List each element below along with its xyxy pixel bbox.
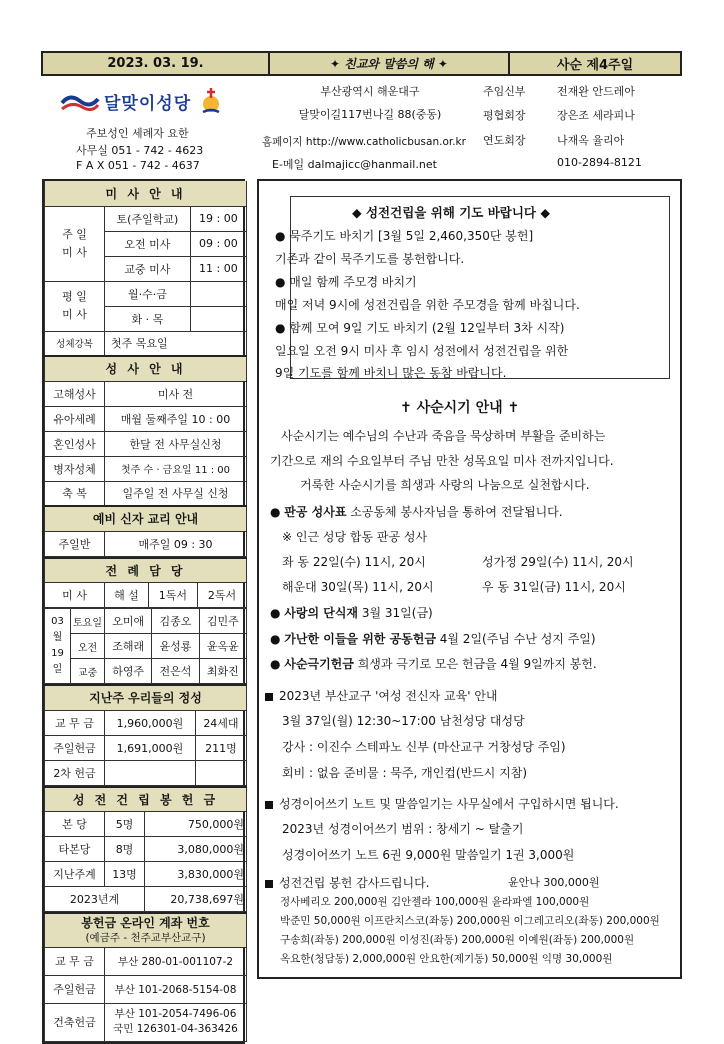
thanks-title: 성전건립 봉헌 감사드립니다. (279, 876, 430, 890)
weekday-mass-days: 화 · 목 (105, 306, 191, 331)
mass-table (44, 181, 247, 557)
offering-extra: 211명 (195, 735, 246, 760)
lent-intro-line: 거룩한 사순시기를 희생과 사랑의 나눔으로 실천합시다. (300, 478, 590, 492)
sunday-mass-name: 교중 미사 (105, 256, 191, 281)
building-fund-table (44, 786, 247, 913)
fund-amount: 750,000원 (145, 812, 247, 837)
liturgy-date: 03월 19일 (45, 609, 71, 684)
judgment-title: 판공 성사표 (284, 505, 347, 519)
fund-label: 타본당 (45, 837, 105, 862)
prayer-title: ◆ 성전건립을 위해 기도 바랍니다 ◆ (352, 205, 550, 220)
poor-offering-title: 가난한 이들을 위한 공동헌금 (284, 632, 436, 646)
prayer-line: 매일 저녁 9시에 성전건립을 위한 주모경을 함께 바칩니다. (275, 298, 580, 312)
edu-line: 회비 : 없음 준비물 : 묵주, 개인컵(반드시 지참) (282, 766, 528, 780)
prayer-line: 일요일 오전 9시 미사 후 임시 성전에서 성전건립을 위한 (275, 344, 569, 358)
pastor-name: 전재완 안드레아 (557, 85, 635, 98)
thanks-line: 구송희(좌동) 200,000원 이성진(좌동) 200,000원 이예원(좌동) 200,000원 (280, 934, 635, 946)
offering-extra (195, 760, 246, 785)
liturgy-reader-1: 윤성룡 (152, 634, 199, 659)
account-label: 주일헌금 (45, 975, 105, 1003)
offering-amount: 1,960,000원 (105, 710, 196, 735)
bible-line: 성경이어쓰기 노트 6권 9,000원 말씀일기 1권 3,000원 (282, 848, 575, 862)
holy-hour-value: 첫주 목요일 (105, 331, 247, 356)
poor-offering-item: ● 가난한 이들을 위한 공동헌금 4월 2일(주님 수난 성지 주일) (270, 632, 596, 646)
liturgy-title: 전 례 담 당 (45, 558, 247, 583)
judgment-schedule: 우 동 31일(금) 11시, 20시 (482, 580, 626, 594)
weekday-mass-time (190, 281, 246, 306)
sacrament-value: 첫주 수 · 금요일 11 : 00 (105, 456, 247, 481)
offering-label: 주일헌금 (45, 735, 105, 760)
prayer-line: ● 묵주기도 바치기 [3월 5일 2,460,350단 봉헌] (275, 229, 534, 243)
judgment-schedule: 좌 동 22일(수) 11시, 20시 (282, 555, 426, 569)
liturgy-commentator: 조해래 (105, 634, 152, 659)
address-line-1: 부산광역시 해운대구 (320, 85, 420, 98)
fax-number: F A X 051 - 742 - 4637 (76, 159, 200, 172)
address-line-2: 달맞이길117번나길 88(중동) (298, 108, 442, 121)
sacrament-value: 미사 전 (105, 381, 247, 406)
thanks-line: 박준민 50,000원 이프란치스코(좌동) 200,000원 이그레고리오(좌동) 200,000원 (280, 915, 660, 927)
fund-total: 20,738,697원 (145, 887, 247, 912)
account-number (105, 1003, 247, 1041)
prayer-name: 나재옥 율리아 (557, 134, 625, 147)
fund-amount: 3,830,000원 (145, 862, 247, 887)
offering-label: 교 무 금 (45, 710, 105, 735)
fund-amount: 3,080,000원 (145, 837, 247, 862)
edu-line: 강사 : 이진수 스테파노 신부 (마산교구 거창성당 주임) (282, 740, 566, 754)
liturgy-reader-2: 최화진 (199, 659, 246, 684)
sunday-mass-time: 09 : 00 (190, 231, 246, 256)
judgment-schedule: 성가정 29일(수) 11시, 20시 (482, 555, 634, 569)
council-name: 장은조 세라피나 (557, 109, 635, 122)
sunday-mass-name: 오전 미사 (105, 231, 191, 256)
sacrament-value: 매월 둘째주일 10 : 00 (105, 406, 247, 431)
sunday-mass-label: 주 일 미 사 (45, 206, 105, 281)
fund-label: 지난주계 (45, 862, 105, 887)
sacrifice-text: 희생과 극기로 모은 헌금을 4월 9일까지 봉헌. (357, 657, 597, 671)
account-label: 교 무 금 (45, 947, 105, 975)
square-bullet-icon (265, 880, 273, 888)
accounts-table (44, 912, 247, 1042)
liturgy-mass: 오전 (71, 634, 105, 659)
top-bar (41, 51, 682, 76)
prayer-line: 기존과 같이 묵주기도를 봉헌합니다. (275, 252, 465, 266)
lent-title: ✝ 사순시기 안내 ✝ (400, 400, 520, 416)
building-fund-title: 성 전 건 립 봉 헌 금 (45, 787, 247, 812)
office-phone: 사무실 051 - 742 - 4623 (76, 144, 204, 157)
edu-title: 2023년 부산교구 '여성 전신자 교육' 안내 (279, 689, 498, 703)
prayer-line: ● 매일 함께 주모경 바치기 (275, 275, 417, 289)
sacrifice-item: ● 사순극기헌금 희생과 극기로 모은 헌금을 4월 9일까지 봉헌. (270, 657, 597, 671)
sacrament-label: 축 복 (45, 481, 105, 506)
contact-phone: 010-2894-8121 (557, 156, 642, 169)
thanks-line: 옥요한(청담동) 2,000,000원 안요한(제기동) 50,000원 익명 30,000원 (280, 953, 613, 965)
bulletin-date: 2023. 03. 19. (43, 53, 270, 74)
logo-wave-icon (60, 89, 100, 113)
catechumen-value: 매주일 09 : 30 (105, 531, 247, 556)
email-address[interactable]: E-메일 dalmajicc@hanmail.net (272, 158, 437, 171)
sacrifice-title: 사순극기헌금 (284, 657, 354, 671)
account-label: 건축헌금 (45, 1003, 105, 1041)
left-info-column (42, 179, 245, 1044)
account-number: 부산 101-2068-5154-08 (105, 975, 247, 1003)
sacrament-label: 고해성사 (45, 381, 105, 406)
logo-cross-icon (199, 86, 223, 116)
liturgy-rows (44, 608, 247, 684)
bible-line: 2023년 성경이어쓰기 범위 : 창세기 ~ 탈출기 (282, 822, 524, 836)
fund-total-label: 2023년계 (45, 887, 145, 912)
liturgy-commentator: 하영주 (105, 659, 152, 684)
fund-label: 본 당 (45, 812, 105, 837)
prayer-role: 연도회장 (483, 134, 526, 147)
liturgy-mass: 교중 (71, 659, 105, 684)
year-theme: ✦ 친교와 말씀의 해 ✦ (270, 53, 510, 74)
fasting-text: 3월 31일(금) (361, 606, 433, 620)
sacrament-value: 일주일 전 사무실 신청 (105, 481, 247, 506)
bible-title: 성경이어쓰기 노트 및 말씀일기는 사무실에서 구입하시면 됩니다. (279, 797, 619, 811)
holy-hour-label: 성체강복 (45, 331, 105, 356)
liturgy-reader-2: 김민주 (199, 609, 246, 634)
lent-intro-line: 사순시기는 예수님의 수난과 죽음을 묵상하며 부활을 준비하는 (281, 429, 606, 443)
edu-line: 3월 37일(월) 12:30~17:00 남천성당 대성당 (282, 714, 525, 728)
sacrament-value: 한달 전 사무실신청 (105, 431, 247, 456)
liturgy-reader-2: 윤옥윤 (199, 634, 246, 659)
fund-count: 5명 (105, 812, 145, 837)
thanks-donor: 윤안나 300,000원 (508, 876, 600, 889)
liturgy-table (44, 557, 247, 609)
offering-amount: 1,691,000원 (105, 735, 196, 760)
mass-title: 미 사 안 내 (45, 181, 247, 206)
square-bullet-icon (265, 693, 273, 701)
lent-intro-line: 기간으로 재의 수요일부터 주님 만찬 성목요일 미사 전까지입니다. (270, 454, 614, 468)
liturgy-reader-1: 김종오 (152, 609, 199, 634)
sacrament-label: 유아세례 (45, 406, 105, 431)
edu-notice (265, 687, 498, 704)
liturgy-header: 해 설 (105, 583, 149, 608)
offering-table (44, 684, 247, 786)
judgment-item: ● 판공 성사표 소공동체 봉사자님을 통하여 전달됩니다. (270, 505, 563, 519)
sacrament-label: 혼인성사 (45, 431, 105, 456)
sunday-mass-time: 19 : 00 (190, 206, 246, 231)
patron-saint: 주보성인 세례자 요한 (86, 127, 189, 140)
liturgical-sunday: 사순 제4주일 (556, 58, 634, 73)
judgment-schedule: 해운대 30일(목) 11시, 20시 (282, 580, 434, 594)
bible-notice (265, 795, 619, 812)
pastor-role: 주임신부 (483, 85, 526, 98)
judgment-note: ※ 인근 성당 합동 판공 성사 (282, 530, 428, 544)
homepage-link[interactable]: 홈페이지 http://www.catholicbusan.or.kr (262, 136, 466, 148)
weekday-mass-days: 월·수·금 (105, 281, 191, 306)
fund-count: 13명 (105, 862, 145, 887)
account-number-busan: 부산 101-2054-7496-06 (114, 1008, 237, 1020)
liturgy-commentator: 오미애 (105, 609, 152, 634)
offering-title: 지난주 우리들의 정성 (45, 685, 247, 710)
fasting-title: 사랑의 단식재 (284, 606, 359, 620)
liturgy-header: 미 사 (45, 583, 105, 608)
square-bullet-icon (265, 801, 273, 809)
liturgy-header: 1독서 (148, 583, 197, 608)
poor-offering-text: 4월 2일(주님 수난 성지 주일) (439, 632, 596, 646)
thanks-notice (265, 874, 430, 891)
fund-count: 8명 (105, 837, 145, 862)
offering-amount (105, 760, 196, 785)
liturgy-mass: 토요일 (71, 609, 105, 634)
council-role: 평협회장 (483, 109, 526, 122)
judgment-text: 소공동체 봉사자님을 통하여 전달됩니다. (350, 505, 563, 519)
sacrament-label: 병자성체 (45, 456, 105, 481)
catechumen-title: 예비 신자 교리 안내 (45, 506, 247, 531)
accounts-subtitle: (예금주 - 천주교부산교구) (85, 931, 206, 944)
fasting-item: ● 사랑의 단식재 3월 31일(금) (270, 606, 433, 620)
prayer-line: ● 함께 모여 9일 기도 바치기 (2월 12일부터 3차 시작) (275, 321, 565, 335)
liturgy-header: 2독서 (197, 583, 246, 608)
weekday-mass-time (190, 306, 246, 331)
thanks-line: 정사베리오 200,000원 김안젤라 100,000원 윤라파엘 100,000원 (280, 896, 590, 908)
account-number: 부산 280-01-001107-2 (105, 947, 247, 975)
catechumen-label: 주일반 (45, 531, 105, 556)
weekday-mass-label: 평 일 미 사 (45, 281, 105, 331)
accounts-title (45, 913, 247, 947)
liturgy-reader-1: 전은석 (152, 659, 199, 684)
accounts-title-text: 봉헌금 온라인 계좌 번호 (81, 915, 210, 930)
offering-extra: 24세대 (195, 710, 246, 735)
sunday-mass-time: 11 : 00 (190, 256, 246, 281)
sacraments-title: 성 사 안 내 (45, 356, 247, 381)
prayer-line: 9일 기도를 함께 바치니 많은 동참 바랍니다. (275, 366, 507, 380)
parish-name: 달맞이성당 (104, 93, 192, 114)
account-number-kookmin: 국민 126301-04-363426 (113, 1023, 238, 1035)
sunday-mass-name: 토(주일학교) (105, 206, 191, 231)
offering-label: 2차 헌금 (45, 760, 105, 785)
parish-logo (60, 86, 240, 116)
